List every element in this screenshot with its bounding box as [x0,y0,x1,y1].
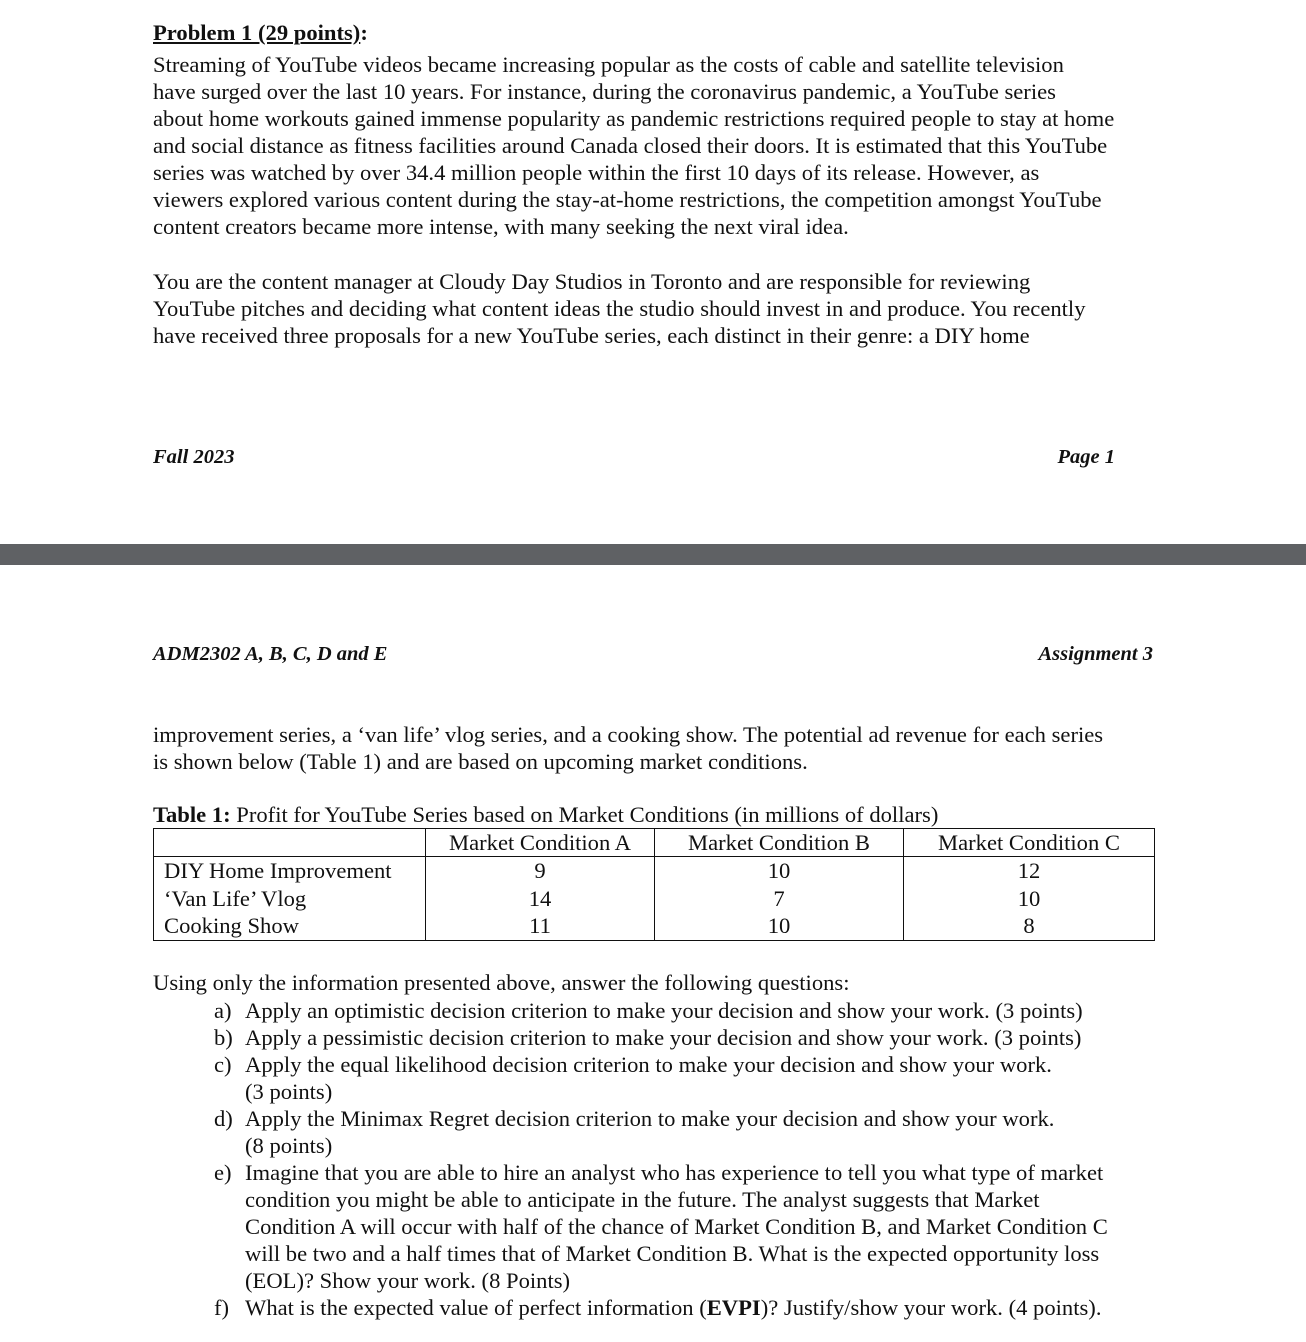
column-header: Market Condition B [655,829,904,857]
table-cell: 8 [904,913,1155,941]
intro-paragraph [153,51,1114,240]
table-cell: 14 [426,885,655,913]
question-line: Condition A will occur with half of the chance of Market Condition B, and Market Condition C [245,1214,1108,1239]
paragraph-line: Streaming of YouTube videos became increasing popular as the costs of cable and satellite television [153,52,1064,77]
table-row [154,885,1155,913]
table-row [154,857,1155,885]
table-caption-text: Profit for YouTube Series based on Market Conditions (in millions of dollars) [230,802,939,827]
problem-heading: Problem 1 (29 points) [153,20,361,45]
row-label: ‘Van Life’ Vlog [154,885,426,913]
question-item [214,1051,1108,1105]
header-assignment: Assignment 3 [1038,643,1153,665]
profit-table [153,828,1155,941]
table-corner-cell [154,829,426,857]
table-caption-label: Table 1: [153,802,231,827]
paragraph-line: have surged over the last 10 years. For instance, during the coronavirus pandemic, a YouTube series [153,79,1056,104]
question-line: condition you might be able to anticipate in the future. The analyst suggests that Market [245,1187,1040,1212]
table-cell: 12 [904,857,1155,885]
problem-heading-colon: : [360,20,368,45]
question-line: Apply the equal likelihood decision criterion to make your decision and show your work. [245,1052,1052,1077]
question-marker: d) [214,1106,233,1131]
paragraph-line: about home workouts gained immense popularity as pandemic restrictions required people to stay at home [153,106,1115,131]
paragraph-line: have received three proposals for a new YouTube series, each distinct in their genre: a DIY home [153,323,1030,348]
row-label: DIY Home Improvement [154,857,426,885]
question-marker: a) [214,998,232,1023]
table-cell: 9 [426,857,655,885]
question-item [214,997,1108,1024]
paragraph-line: You are the content manager at Cloudy Day Studios in Toronto and are responsible for reviewing [153,269,1031,294]
column-header: Market Condition C [904,829,1155,857]
question-line: Apply an optimistic decision criterion to make your decision and show your work. (3 points) [245,998,1083,1023]
question-line: (3 points) [245,1079,333,1104]
paragraph-line: and social distance as fitness facilities around Canada closed their doors. It is estimated that this YouTube [153,133,1108,158]
question-line: (EOL)? Show your work. (8 Points) [245,1268,571,1293]
question-text: What is the expected value of perfect information ( [245,1295,707,1320]
question-item [214,1294,1108,1321]
paragraph-line: viewers explored various content during the stay-at-home restrictions, the competition amongst YouTube [153,187,1102,212]
continuation-paragraph [153,721,1103,775]
table-cell: 7 [655,885,904,913]
table-cell: 10 [904,885,1155,913]
question-line: will be two and a half times that of Market Condition B. What is the expected opportunity loss [245,1241,1100,1266]
column-header: Market Condition A [426,829,655,857]
table-header-row [154,829,1155,857]
table-caption [153,802,938,828]
table-cell: 10 [655,913,904,941]
paragraph-line: improvement series, a ‘van life’ vlog series, and a cooking show. The potential ad revenue for each series [153,722,1104,747]
question-line: (8 points) [245,1133,333,1158]
page-separator [0,543,1306,566]
footer-page-number: Page 1 [1057,446,1115,468]
row-label: Cooking Show [154,913,426,941]
header-course: ADM2302 A, B, C, D and E [153,643,388,665]
page-1 [0,0,1306,543]
question-item [214,1159,1108,1294]
paragraph-line: is shown below (Table 1) and are based on upcoming market conditions. [153,749,808,774]
problem-heading-line [153,19,368,46]
questions-list [214,997,1108,1321]
question-line [245,1294,1108,1321]
table-cell: 11 [426,913,655,941]
paragraph-line: YouTube pitches and deciding what content ideas the studio should invest in and produce. You recently [153,296,1086,321]
question-item [214,1105,1108,1159]
table-row [154,913,1155,941]
footer-term: Fall 2023 [153,446,235,468]
question-marker: c) [214,1052,232,1077]
paragraph-line: content creators became more intense, with many seeking the next viral idea. [153,214,849,239]
question-text: )? Justify/show your work. (4 points). [760,1295,1102,1320]
questions-intro: Using only the information presented above, answer the following questions: [153,970,850,995]
table-cell: 10 [655,857,904,885]
question-line: Apply a pessimistic decision criterion to make your decision and show your work. (3 points) [245,1025,1082,1050]
question-line: Imagine that you are able to hire an analyst who has experience to tell you what type of market [245,1160,1104,1185]
question-marker: b) [214,1025,233,1050]
question-term-evpi: EVPI [706,1295,761,1320]
question-marker: e) [214,1160,232,1185]
question-item [214,1024,1108,1051]
paragraph-line: series was watched by over 34.4 million people within the first 10 days of its release. However, as [153,160,1040,185]
page-2 [0,566,1306,1342]
question-line: Apply the Minimax Regret decision criterion to make your decision and show your work. [245,1106,1055,1131]
role-paragraph [153,268,1086,349]
question-marker: f) [214,1295,230,1320]
